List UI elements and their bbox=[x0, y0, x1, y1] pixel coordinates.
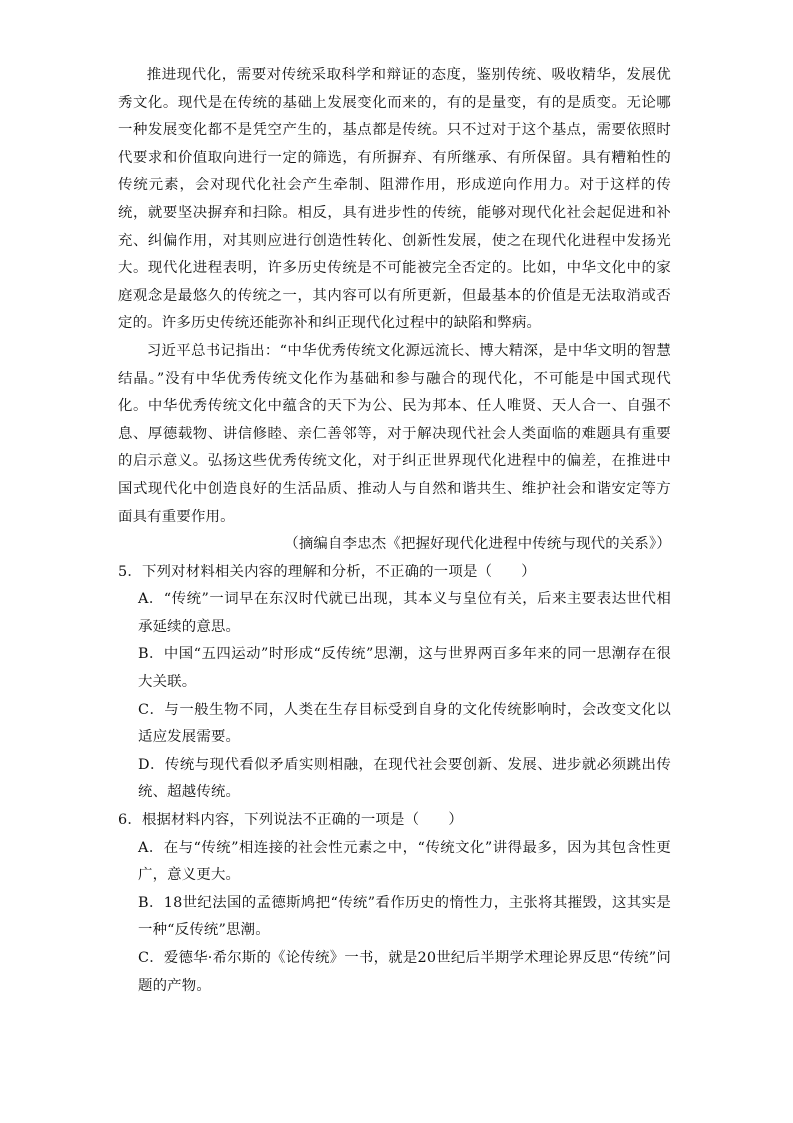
option-d: D．传统与现代看似矛盾实则相融，在现代社会要创新、发展、进步就必须跳出传统、超越传统。 bbox=[138, 756, 671, 801]
passage-paragraph-1: 推进现代化，需要对传统采取科学和辩证的态度，鉴别传统、吸收精华，发展优秀文化。现代是在传统的基础上发展变化而来的，有的是量变，有的是质变。无论哪一种发展变化都不是凭空产生的，基点都是传统。只不过对于这个基点，需要依照时代要求和价值取向进行一定的筛选，有所摒弃、有所继承、有所保留。具有糟粕性的传统元素，会对现代化社会产生牵制、阻滞作用，形成逆向作用力。对于这样的传统，就要坚决摒弃和扫除。相反，具有进步性的传统，能够对现代化社会起促进和补充、纠偏作用，对其则应进行创造性转化、创新性发展，使之在现代化进程中发扬光大。现代化进程表明，许多历史传统是不可能被完全否定的。比如，中华文化中的家庭观念是最悠久的传统之一，其内容可以有所更新，但最基本的价值是无法取消或否定的。许多历史传统还能弥补和纠正现代化过程中的缺陷和弊病。 bbox=[118, 67, 671, 332]
option-c: C．与一般生物不同，人类在生存目标受到自身的文化传统影响时，会改变文化以适应发展需要。 bbox=[138, 701, 671, 746]
option-c: C．爱德华·希尔斯的《论传统》一书，就是20世纪后半期学术理论界反思“传统”问题的产物。 bbox=[138, 950, 671, 994]
passage-paragraph-2: 习近平总书记指出：“中华优秀传统文化源远流长、博大精深，是中华文明的智慧结晶。”没有中华优秀传统文化作为基础和参与融合的现代化，不可能是中国式现代化。中华优秀传统文化中蕴含的天下为公、民为邦本、任人唯贤、天人合一、自强不息、厚德载物、讲信修睦、亲仁善邻等，对于解决现代社会人类面临的难题具有重要的启示意义。弘扬这些优秀传统文化，对于纠正世界现代化进程中的偏差，在推进中国式现代化中创造良好的生活品质、推动人与自然和谐共生、维护社会和谐安定等方面具有重要作用。 bbox=[118, 342, 671, 525]
option-a: A．“传统”一词早在东汉时代就已出现，其本义与皇位有关，后来主要表达世代相承延续的意思。 bbox=[138, 591, 671, 635]
option-b: B．18世纪法国的孟德斯鸠把“传统”看作历史的惰性力，主张将其摧毁，这其实是一种“反传统”思潮。 bbox=[138, 894, 671, 939]
question-number: 6． bbox=[118, 812, 142, 829]
option-a: A．在与“传统”相连接的社会性元素之中，“传统文化”讲得最多，因为其包含性更广，意义更大。 bbox=[138, 839, 671, 884]
question-stem bbox=[118, 807, 671, 835]
question-text: 根据材料内容，下列说法不正确的一项是（ ） bbox=[141, 812, 463, 829]
question-text: 下列对材料相关内容的理解和分析，不正确的一项是（ ） bbox=[141, 563, 536, 580]
question-stem bbox=[118, 559, 671, 587]
passage-source: （摘编自李忠杰《把握好现代化进程中传统与现代的关系》） bbox=[284, 536, 671, 553]
document-page bbox=[118, 62, 671, 1000]
question-6 bbox=[118, 807, 671, 1000]
option-b: B．中国“五四运动”时形成“反传统”思潮，这与世界两百多年来的同一思潮存在很大关联。 bbox=[138, 646, 671, 691]
question-5 bbox=[118, 559, 671, 807]
question-number: 5． bbox=[118, 563, 142, 580]
